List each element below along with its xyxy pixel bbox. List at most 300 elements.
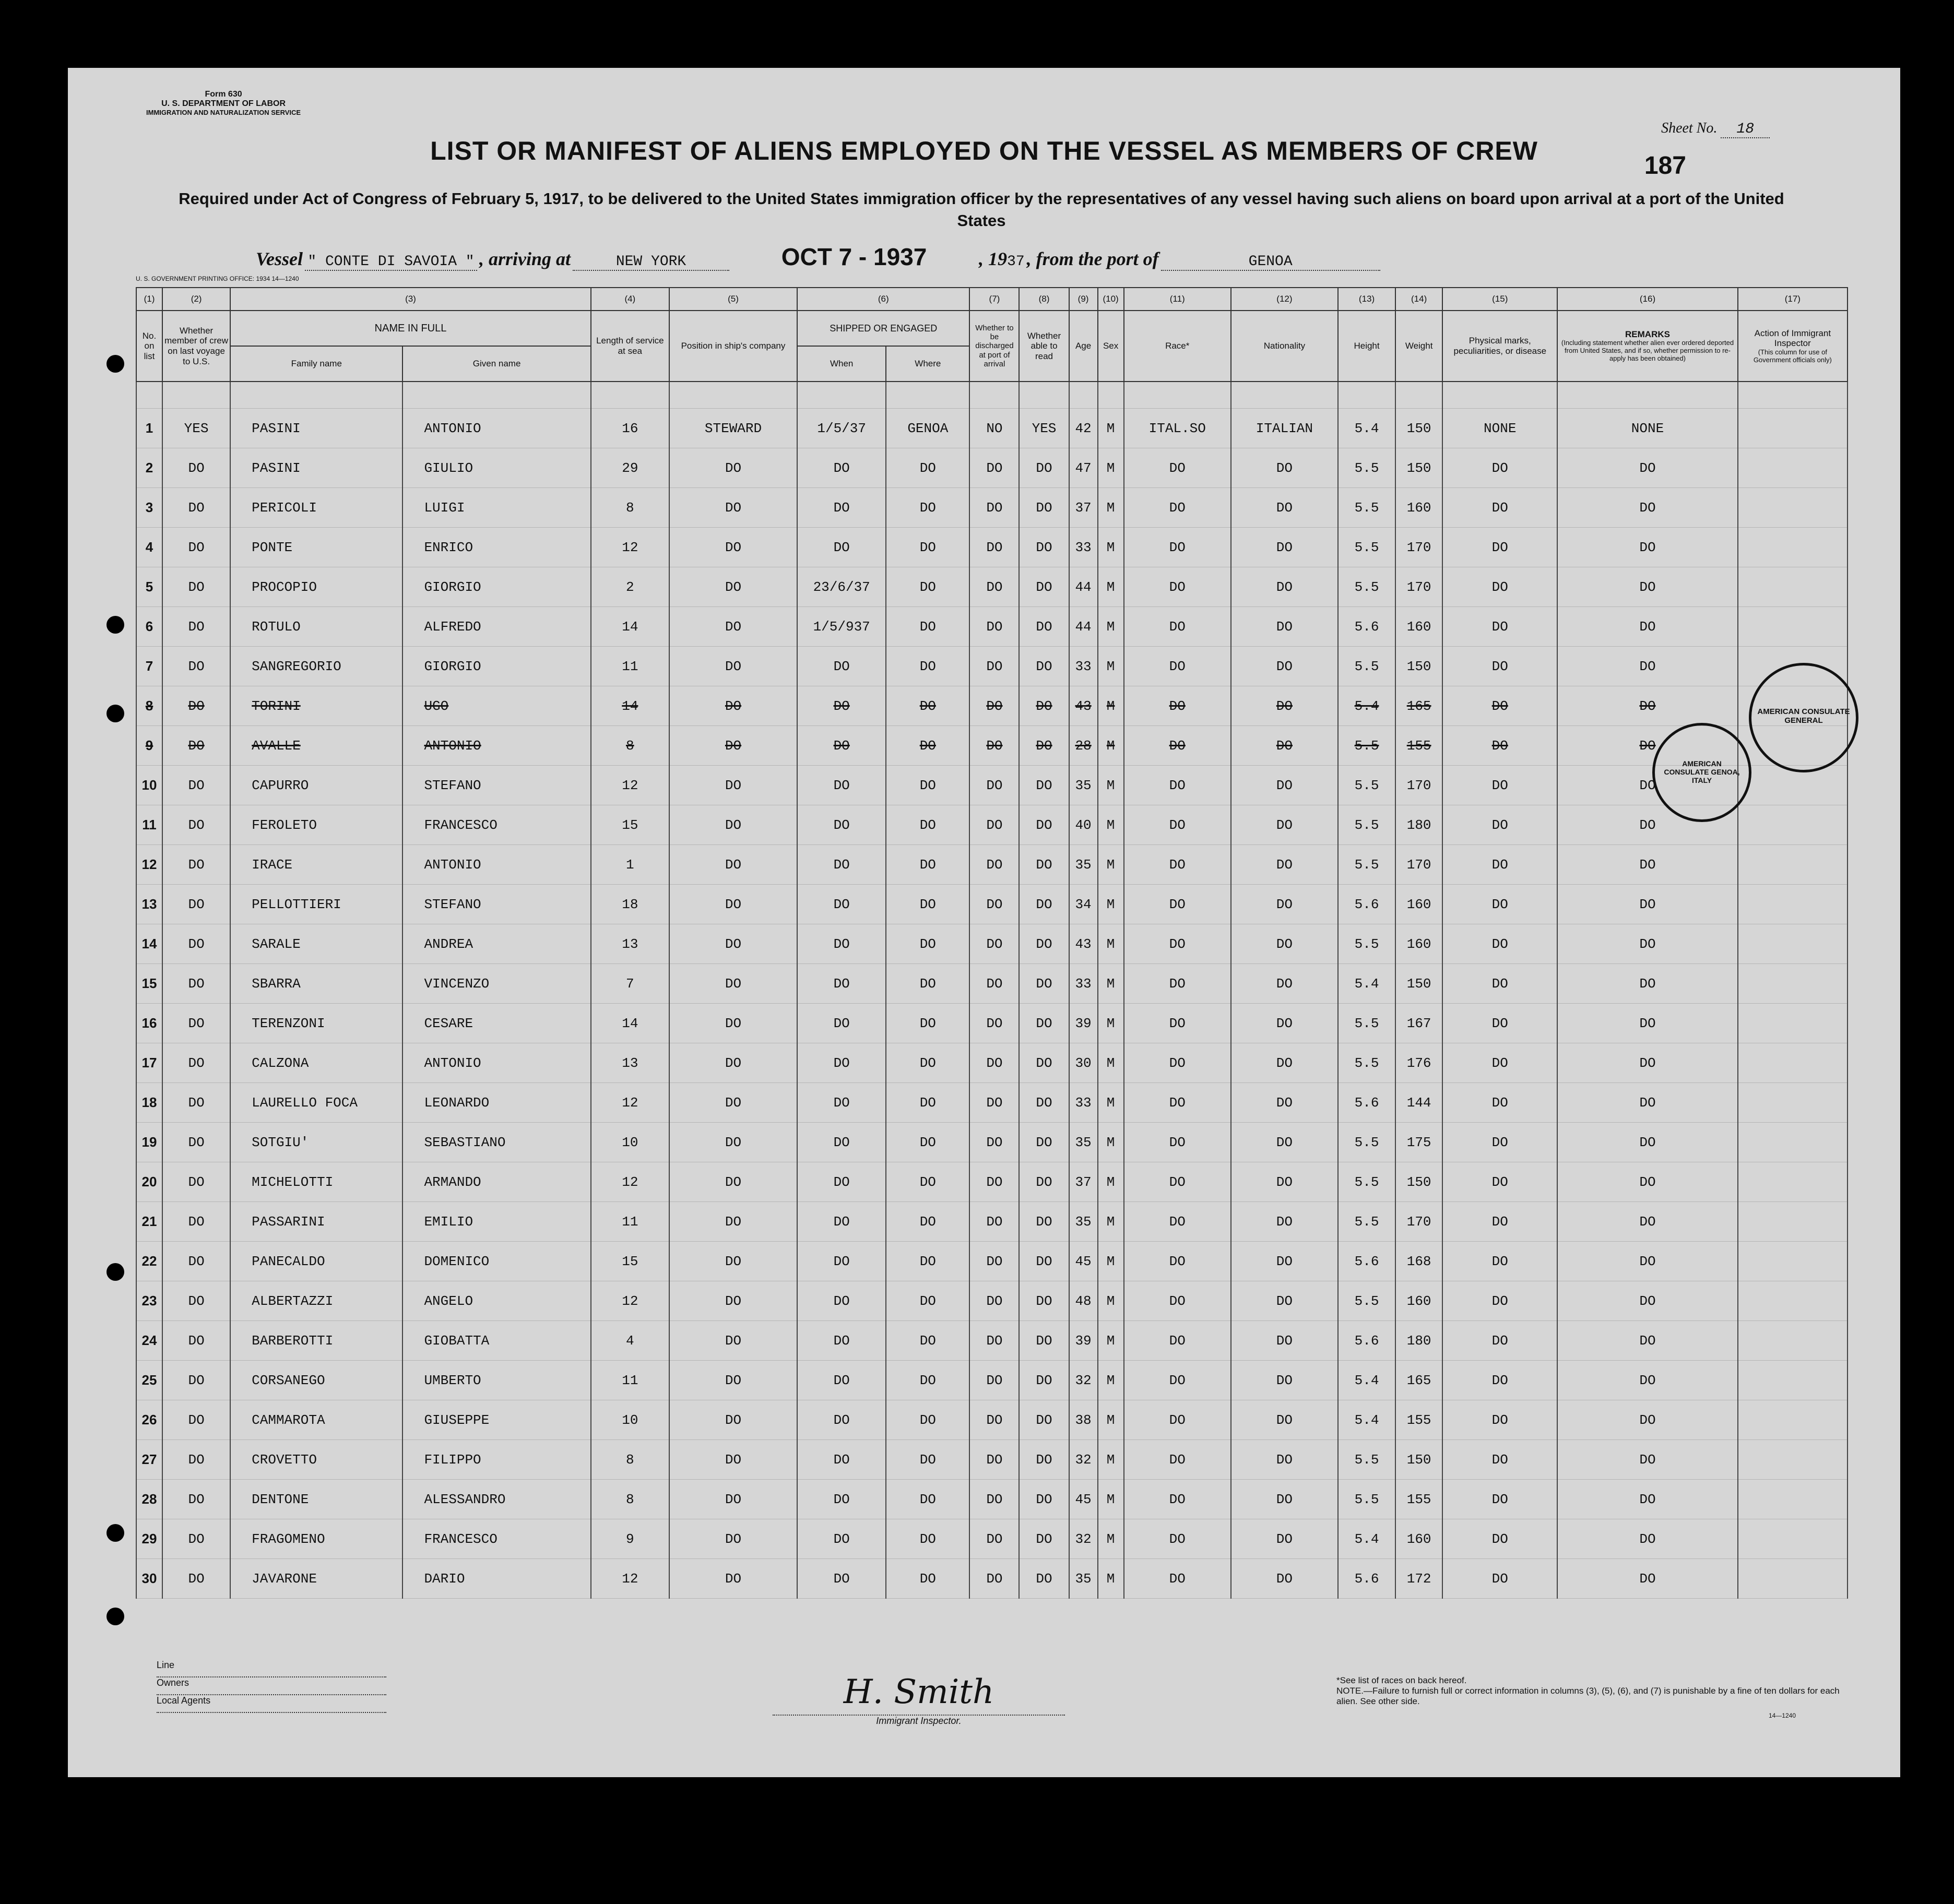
genoa-consulate-stamp [1652, 723, 1751, 822]
physical-marks-cell: DO [1442, 845, 1557, 885]
crew-row [136, 1043, 1848, 1083]
last-voyage-cell: DO [162, 726, 230, 766]
height-cell: 5.5 [1338, 1123, 1395, 1162]
last-voyage-cell: DO [162, 1004, 230, 1043]
table-body [136, 382, 1848, 1599]
last-voyage-cell: YES [162, 409, 230, 448]
family-name-cell: CROVETTO [230, 1440, 402, 1480]
shipped-where-cell: DO [886, 1083, 969, 1123]
able-to-read-cell: DO [1019, 528, 1069, 567]
family-name-cell: PROCOPIO [230, 567, 402, 607]
weight-cell: 180 [1395, 1321, 1442, 1361]
race-cell: DO [1124, 885, 1231, 924]
discharged-cell: DO [969, 1400, 1019, 1440]
shipped-where-cell: DO [886, 845, 969, 885]
col6-number: (6) [797, 288, 969, 311]
position-cell: DO [669, 1004, 797, 1043]
discharged-cell: DO [969, 766, 1019, 805]
shipped-when-cell: DO [797, 488, 886, 528]
service-length-cell: 12 [591, 1162, 669, 1202]
header-position: Position in ship's company [669, 311, 797, 382]
physical-marks-cell: DO [1442, 1361, 1557, 1400]
sex-cell: M [1098, 448, 1124, 488]
position-cell: DO [669, 1480, 797, 1519]
last-voyage-cell: DO [162, 1321, 230, 1361]
sex-cell: M [1098, 409, 1124, 448]
year-label: , 19 [979, 248, 1008, 269]
race-cell: DO [1124, 1400, 1231, 1440]
crew-row [136, 1321, 1848, 1361]
given-name-cell: FRANCESCO [402, 1519, 590, 1559]
able-to-read-cell: DO [1019, 647, 1069, 686]
service-length-cell: 9 [591, 1519, 669, 1559]
position-cell: DO [669, 1123, 797, 1162]
row-number: 13 [136, 885, 162, 924]
shipped-where-cell: DO [886, 528, 969, 567]
shipped-where-cell: DO [886, 1004, 969, 1043]
inspector-action-cell [1738, 1242, 1848, 1281]
remarks-cell: DO [1557, 528, 1737, 567]
shipped-when-cell: DO [797, 1361, 886, 1400]
weight-cell: 176 [1395, 1043, 1442, 1083]
shipped-when-cell: DO [797, 1242, 886, 1281]
inspector-label: Immigrant Inspector. [876, 1716, 962, 1726]
age-cell: 43 [1069, 924, 1098, 964]
height-cell: 5.5 [1338, 1440, 1395, 1480]
family-name-cell: CORSANEGO [230, 1361, 402, 1400]
inspector-action-cell [1738, 1361, 1848, 1400]
able-to-read-cell: DO [1019, 567, 1069, 607]
weight-cell: 170 [1395, 1202, 1442, 1242]
discharged-cell: DO [969, 1440, 1019, 1480]
position-cell: DO [669, 1400, 797, 1440]
crew-row [136, 686, 1848, 726]
position-cell: DO [669, 924, 797, 964]
shipped-when-cell: 23/6/37 [797, 567, 886, 607]
local-agents-label: Local Agents [157, 1695, 211, 1706]
discharged-cell: DO [969, 726, 1019, 766]
shipped-when-cell: DO [797, 1162, 886, 1202]
position-cell: DO [669, 845, 797, 885]
able-to-read-cell: DO [1019, 1162, 1069, 1202]
given-name-cell: STEFANO [402, 766, 590, 805]
age-cell: 39 [1069, 1321, 1098, 1361]
row-number: 25 [136, 1361, 162, 1400]
given-name-cell: GIULIO [402, 448, 590, 488]
age-cell: 30 [1069, 1043, 1098, 1083]
race-cell: DO [1124, 964, 1231, 1004]
inspector-action-cell [1738, 1043, 1848, 1083]
height-cell: 5.5 [1338, 1162, 1395, 1202]
shipped-when-cell: DO [797, 885, 886, 924]
shipped-where-cell: DO [886, 1281, 969, 1321]
age-cell: 45 [1069, 1242, 1098, 1281]
shipped-where-cell: DO [886, 686, 969, 726]
weight-cell: 155 [1395, 726, 1442, 766]
shipped-where-cell: DO [886, 1480, 969, 1519]
crew-row [136, 1440, 1848, 1480]
position-cell: DO [669, 528, 797, 567]
nationality-cell: ITALIAN [1231, 409, 1338, 448]
vessel-line [256, 243, 1380, 271]
inspector-action-cell [1738, 1083, 1848, 1123]
nationality-cell: DO [1231, 1361, 1338, 1400]
year-value: 37 [1007, 254, 1025, 270]
remarks-cell: DO [1557, 686, 1737, 726]
family-name-cell: CAPURRO [230, 766, 402, 805]
family-name-cell: PELLOTTIERI [230, 885, 402, 924]
physical-marks-cell: DO [1442, 528, 1557, 567]
row-number: 16 [136, 1004, 162, 1043]
shipped-where-cell: DO [886, 448, 969, 488]
crew-row [136, 1242, 1848, 1281]
discharged-cell: DO [969, 924, 1019, 964]
inspector-action-cell [1738, 1440, 1848, 1480]
nationality-cell: DO [1231, 1123, 1338, 1162]
weight-cell: 155 [1395, 1480, 1442, 1519]
last-voyage-cell: DO [162, 964, 230, 1004]
physical-marks-cell: DO [1442, 1400, 1557, 1440]
sheet-number-block [1661, 120, 1770, 137]
age-cell: 40 [1069, 805, 1098, 845]
weight-cell: 170 [1395, 766, 1442, 805]
weight-cell: 160 [1395, 885, 1442, 924]
given-name-cell: LEONARDO [402, 1083, 590, 1123]
physical-marks-cell: DO [1442, 885, 1557, 924]
physical-marks-cell: DO [1442, 766, 1557, 805]
physical-marks-cell: DO [1442, 1440, 1557, 1480]
height-cell: 5.6 [1338, 885, 1395, 924]
position-cell: DO [669, 766, 797, 805]
able-to-read-cell: DO [1019, 885, 1069, 924]
remarks-cell: DO [1557, 924, 1737, 964]
inspector-action-cell [1738, 1123, 1848, 1162]
binder-hole [106, 1608, 124, 1625]
nationality-cell: DO [1231, 885, 1338, 924]
physical-marks-cell: DO [1442, 1004, 1557, 1043]
service-length-cell: 29 [591, 448, 669, 488]
discharged-cell: DO [969, 488, 1019, 528]
header-sex: Sex [1098, 311, 1124, 382]
position-cell: DO [669, 964, 797, 1004]
nationality-cell: DO [1231, 1400, 1338, 1440]
family-name-cell: JAVARONE [230, 1559, 402, 1599]
weight-cell: 160 [1395, 607, 1442, 647]
service-length-cell: 12 [591, 528, 669, 567]
service-length-cell: 8 [591, 1480, 669, 1519]
remarks-cell: DO [1557, 1559, 1737, 1599]
age-cell: 35 [1069, 1202, 1098, 1242]
race-cell: ITAL.SO [1124, 409, 1231, 448]
able-to-read-cell: DO [1019, 607, 1069, 647]
inspector-action-cell [1738, 1519, 1848, 1559]
sex-cell: M [1098, 845, 1124, 885]
weight-cell: 172 [1395, 1559, 1442, 1599]
race-cell: DO [1124, 845, 1231, 885]
genoa-stamp-text: AMERICAN CONSULATE GENOA, ITALY [1664, 759, 1740, 785]
physical-marks-cell: DO [1442, 686, 1557, 726]
sex-cell: M [1098, 686, 1124, 726]
header-shipped-engaged: SHIPPED OR ENGAGED [797, 311, 969, 346]
shipped-when-cell: DO [797, 805, 886, 845]
family-name-cell: ROTULO [230, 607, 402, 647]
binder-hole [106, 705, 124, 722]
binder-hole [106, 355, 124, 373]
service-length-cell: 2 [591, 567, 669, 607]
age-cell: 32 [1069, 1519, 1098, 1559]
age-cell: 44 [1069, 607, 1098, 647]
service-length-cell: 11 [591, 1361, 669, 1400]
last-voyage-cell: DO [162, 488, 230, 528]
remarks-cell: DO [1557, 647, 1737, 686]
given-name-cell: ANTONIO [402, 845, 590, 885]
given-name-cell: ANTONIO [402, 1043, 590, 1083]
shipped-where-cell: DO [886, 964, 969, 1004]
race-cell: DO [1124, 1281, 1231, 1321]
col10-number: (10) [1098, 288, 1124, 311]
nationality-cell: DO [1231, 805, 1338, 845]
table-spacer-row [136, 382, 1848, 409]
shipped-when-cell: DO [797, 726, 886, 766]
col1-number: (1) [136, 288, 162, 311]
inspector-action-cell [1738, 1480, 1848, 1519]
discharged-cell: DO [969, 1480, 1019, 1519]
given-name-cell: EMILIO [402, 1202, 590, 1242]
age-cell: 35 [1069, 1559, 1098, 1599]
position-cell: DO [669, 1559, 797, 1599]
page-title: LIST OR MANIFEST OF ALIENS EMPLOYED ON THE VESSEL AS MEMBERS OF CREW [430, 136, 1538, 165]
sex-cell: M [1098, 1321, 1124, 1361]
shipped-where-cell: DO [886, 885, 969, 924]
remarks-cell: DO [1557, 448, 1737, 488]
footer-line-owners-agents [157, 1660, 386, 1713]
family-name-cell: FEROLETO [230, 805, 402, 845]
arrival-date-stamp: OCT 7 - 1937 [781, 243, 927, 270]
nationality-cell: DO [1231, 1321, 1338, 1361]
position-cell: DO [669, 1162, 797, 1202]
last-voyage-cell: DO [162, 1242, 230, 1281]
last-voyage-cell: DO [162, 1480, 230, 1519]
able-to-read-cell: DO [1019, 845, 1069, 885]
weight-cell: 155 [1395, 1400, 1442, 1440]
given-name-cell: STEFANO [402, 885, 590, 924]
age-cell: 42 [1069, 409, 1098, 448]
position-cell: DO [669, 1440, 797, 1480]
family-name-cell: PASINI [230, 409, 402, 448]
physical-marks-cell: NONE [1442, 409, 1557, 448]
age-cell: 44 [1069, 567, 1098, 607]
remarks-cell: DO [1557, 766, 1737, 805]
page-subtitle: Required under Act of Congress of February 5, 1917, to be delivered to the United States immigration officer by the representatives of any vessel having such aliens on board upon arrival at a port of the United States [179, 189, 1784, 230]
remarks-cell: DO [1557, 607, 1737, 647]
crew-row [136, 924, 1848, 964]
remarks-cell: DO [1557, 567, 1737, 607]
physical-marks-cell: DO [1442, 1043, 1557, 1083]
race-cell: DO [1124, 1480, 1231, 1519]
header-height: Height [1338, 311, 1395, 382]
remarks-cell: DO [1557, 1123, 1737, 1162]
inspector-signature: H. Smith [773, 1673, 1065, 1716]
crew-row [136, 1559, 1848, 1599]
able-to-read-cell: DO [1019, 726, 1069, 766]
age-cell: 43 [1069, 686, 1098, 726]
position-cell: DO [669, 647, 797, 686]
discharged-cell: DO [969, 686, 1019, 726]
crew-row [136, 845, 1848, 885]
shipped-where-cell: DO [886, 924, 969, 964]
last-voyage-cell: DO [162, 845, 230, 885]
consulate-seal-stamp [1749, 663, 1858, 772]
given-name-cell: FRANCESCO [402, 805, 590, 845]
family-name-cell: PASINI [230, 448, 402, 488]
discharged-cell: DO [969, 1043, 1019, 1083]
height-cell: 5.5 [1338, 647, 1395, 686]
discharged-cell: DO [969, 805, 1019, 845]
last-voyage-cell: DO [162, 1043, 230, 1083]
weight-cell: 167 [1395, 1004, 1442, 1043]
height-cell: 5.4 [1338, 964, 1395, 1004]
row-number: 7 [136, 647, 162, 686]
crew-row [136, 1162, 1848, 1202]
row-number: 17 [136, 1043, 162, 1083]
header-nationality: Nationality [1231, 311, 1338, 382]
age-cell: 33 [1069, 647, 1098, 686]
shipped-when-cell: 1/5/937 [797, 607, 886, 647]
sex-cell: M [1098, 964, 1124, 1004]
col13-number: (13) [1338, 288, 1395, 311]
physical-marks-cell: DO [1442, 726, 1557, 766]
given-name-cell: ANDREA [402, 924, 590, 964]
shipped-where-cell: DO [886, 805, 969, 845]
family-name-cell: DENTONE [230, 1480, 402, 1519]
printing-office-line: U. S. GOVERNMENT PRINTING OFFICE: 1934 14—1240 [136, 275, 299, 282]
able-to-read-cell: DO [1019, 1361, 1069, 1400]
sex-cell: M [1098, 1281, 1124, 1321]
nationality-cell: DO [1231, 647, 1338, 686]
sex-cell: M [1098, 1519, 1124, 1559]
inspector-action-cell [1738, 1559, 1848, 1599]
height-cell: 5.5 [1338, 1004, 1395, 1043]
race-cell: DO [1124, 1242, 1231, 1281]
family-name-cell: MICHELOTTI [230, 1162, 402, 1202]
race-cell: DO [1124, 726, 1231, 766]
nationality-cell: DO [1231, 607, 1338, 647]
weight-cell: 160 [1395, 488, 1442, 528]
weight-cell: 150 [1395, 1162, 1442, 1202]
position-cell: DO [669, 885, 797, 924]
sex-cell: M [1098, 1004, 1124, 1043]
local-agents-field [157, 1695, 386, 1713]
shipped-when-cell: DO [797, 964, 886, 1004]
crew-row [136, 766, 1848, 805]
crew-row [136, 409, 1848, 448]
crew-row [136, 885, 1848, 924]
physical-marks-cell: DO [1442, 1162, 1557, 1202]
form-number: Form 630 [205, 90, 242, 99]
sex-cell: M [1098, 1043, 1124, 1083]
nationality-cell: DO [1231, 1043, 1338, 1083]
inspector-action-cell [1738, 567, 1848, 607]
service-length-cell: 11 [591, 647, 669, 686]
able-to-read-cell: DO [1019, 1083, 1069, 1123]
last-voyage-cell: DO [162, 1202, 230, 1242]
row-number: 2 [136, 448, 162, 488]
remarks-cell: DO [1557, 805, 1737, 845]
header-able-to-read: Whether able to read [1019, 311, 1069, 382]
shipped-where-cell: DO [886, 1202, 969, 1242]
row-number: 14 [136, 924, 162, 964]
service-length-cell: 11 [591, 1202, 669, 1242]
row-number: 21 [136, 1202, 162, 1242]
last-voyage-cell: DO [162, 528, 230, 567]
race-cell: DO [1124, 528, 1231, 567]
given-name-cell: GIOBATTA [402, 1321, 590, 1361]
sex-cell: M [1098, 607, 1124, 647]
nationality-cell: DO [1231, 1281, 1338, 1321]
position-cell: DO [669, 1361, 797, 1400]
position-cell: DO [669, 1083, 797, 1123]
header-physical-marks: Physical marks, peculiarities, or disease [1442, 311, 1557, 382]
weight-cell: 144 [1395, 1083, 1442, 1123]
nationality-cell: DO [1231, 1440, 1338, 1480]
family-name-cell: FRAGOMENO [230, 1519, 402, 1559]
sex-cell: M [1098, 1440, 1124, 1480]
inspector-action-cell [1738, 1004, 1848, 1043]
race-cell: DO [1124, 1083, 1231, 1123]
able-to-read-cell: YES [1019, 409, 1069, 448]
header-where: Where [886, 346, 969, 382]
physical-marks-cell: DO [1442, 1202, 1557, 1242]
shipped-when-cell: DO [797, 1321, 886, 1361]
discharged-cell: DO [969, 1321, 1019, 1361]
given-name-cell: ARMANDO [402, 1162, 590, 1202]
able-to-read-cell: DO [1019, 1281, 1069, 1321]
inspector-action-cell [1738, 805, 1848, 845]
last-voyage-cell: DO [162, 686, 230, 726]
header-name-in-full: NAME IN FULL [230, 311, 591, 346]
row-number: 4 [136, 528, 162, 567]
row-number: 8 [136, 686, 162, 726]
crew-row [136, 567, 1848, 607]
age-cell: 38 [1069, 1400, 1098, 1440]
crew-row [136, 964, 1848, 1004]
col9-number: (9) [1069, 288, 1098, 311]
family-name-cell: TORINI [230, 686, 402, 726]
physical-marks-cell: DO [1442, 1321, 1557, 1361]
sex-cell: M [1098, 766, 1124, 805]
discharged-cell: DO [969, 1162, 1019, 1202]
shipped-where-cell: DO [886, 726, 969, 766]
inspector-note: (This column for use of Government officials only) [1753, 348, 1832, 364]
shipped-where-cell: DO [886, 1440, 969, 1480]
inspector-action-cell [1738, 409, 1848, 448]
nationality-cell: DO [1231, 964, 1338, 1004]
header-age: Age [1069, 311, 1098, 382]
last-voyage-cell: DO [162, 1083, 230, 1123]
weight-cell: 170 [1395, 567, 1442, 607]
sex-cell: M [1098, 1480, 1124, 1519]
race-cell: DO [1124, 1123, 1231, 1162]
last-voyage-cell: DO [162, 448, 230, 488]
row-number: 23 [136, 1281, 162, 1321]
inspector-action-cell [1738, 1281, 1848, 1321]
height-cell: 5.5 [1338, 726, 1395, 766]
able-to-read-cell: DO [1019, 1321, 1069, 1361]
discharged-cell: DO [969, 964, 1019, 1004]
from-port-label: , from the port of [1026, 248, 1159, 269]
height-cell: 5.5 [1338, 1281, 1395, 1321]
physical-marks-cell: DO [1442, 805, 1557, 845]
